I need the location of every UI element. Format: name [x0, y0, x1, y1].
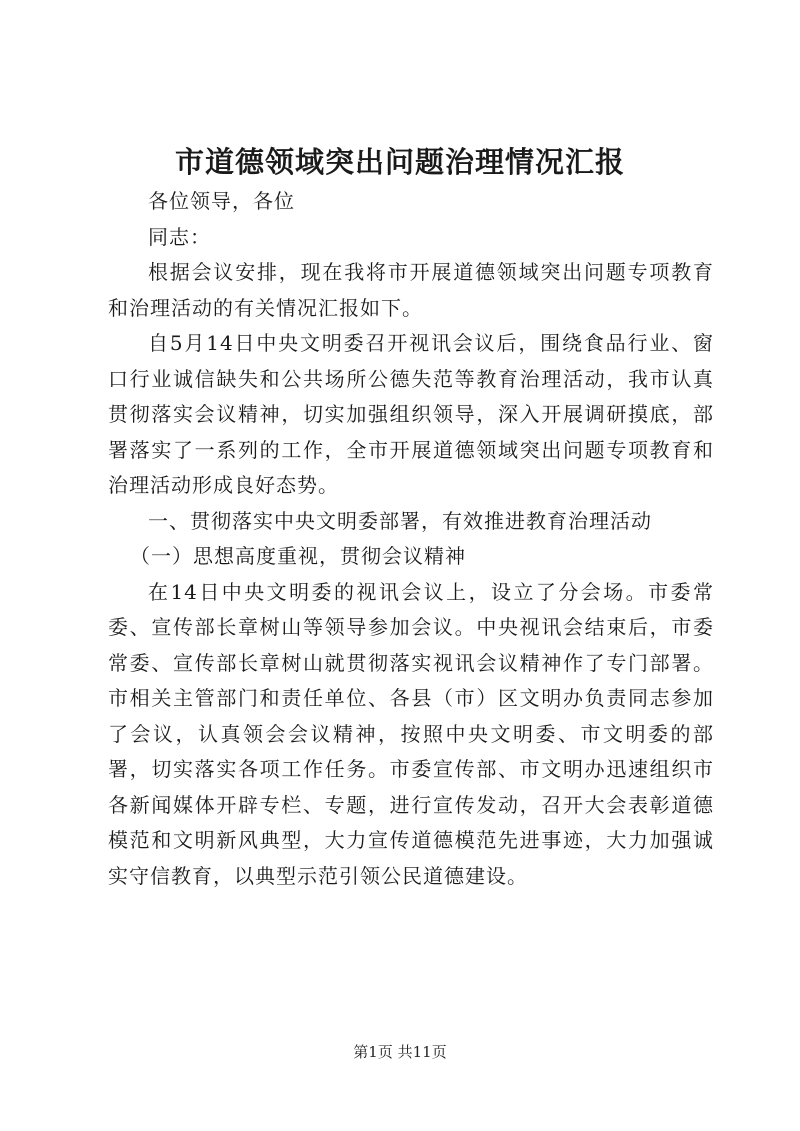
document-body [108, 184, 714, 894]
section-heading-1: 一、贯彻落实中央文明委部署，有效推进教育治理活动 [148, 508, 652, 533]
subsection-heading-1: （一）思想高度重视，贯彻会议精神 [130, 544, 466, 568]
document-title: 市道德领域突出问题治理情况汇报 [174, 145, 625, 179]
page-number: 第1页 共11页 [353, 1043, 447, 1061]
salutation-line-2: 同志： [148, 224, 211, 249]
background-paragraph: 自5月14日中央文明委召开视讯会议后，围绕食品行业、窗口行业诚信缺失和公共场所公德失范等教育治理活动，我市认真贯彻落实会议精神，切实加强组织领导，深入开展调研摸底，部署落实了一系列的工作，全市开展道德领域突出问题专项教育和治理活动形成良好态势。 [108, 331, 714, 497]
intro-paragraph: 根据会议安排，现在我将市开展道德领域突出问题专项教育和治理活动的有关情况汇报如下。 [108, 260, 714, 320]
salutation-line-1: 各位领导，各位 [148, 189, 295, 213]
subsection-paragraph-1: 在14日中央文明委的视讯会议上，设立了分会场。市委常委、宣传部长章树山等领导参加会议。中央视讯会结束后，市委常委、宣传部长章树山就贯彻落实视讯会议精神作了专门部署。市相关主管部门和责任单位、各县（市）区文明办负责同志参加了会议，认真领会会议精神，按照中央文明委、市文明委的部署，切实落实各项工作任务。市委宣传部、市文明办迅速组织市各新闻媒体开辟专栏、专题，进行宣传发动，召开大会表彰道德模范和文明新风典型，大力宣传道德模范先进事迹，大力加强诚实守信教育，以典型示范引领公民道德建设。 [108, 579, 714, 888]
